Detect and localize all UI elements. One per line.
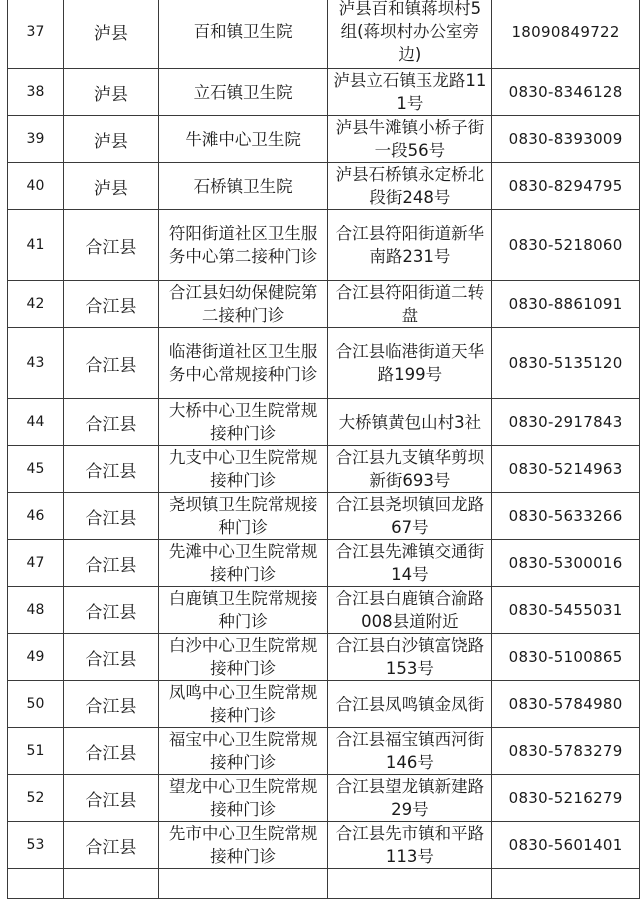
clinic-name-cell: 望龙中心卫生院常规接种门诊 — [158, 775, 328, 822]
table-row — [8, 399, 640, 446]
address-cell: 泸县石桥镇永定桥北段街248号 — [328, 163, 492, 210]
county-cell: 泸县 — [63, 163, 158, 210]
address-cell: 大桥镇黄包山村3社 — [328, 399, 492, 446]
row-number: 46 — [8, 493, 64, 540]
row-number: 51 — [8, 728, 64, 775]
phone-cell: 0830-5135120 — [492, 328, 640, 399]
table-row — [8, 587, 640, 634]
clinic-table — [7, 0, 640, 899]
county-cell: 合江县 — [63, 681, 158, 728]
clinic-name-cell: 白沙中心卫生院常规接种门诊 — [158, 634, 328, 681]
clinic-name-cell: 立石镇卫生院 — [158, 69, 328, 116]
clinic-name-cell: 先滩中心卫生院常规接种门诊 — [158, 540, 328, 587]
row-number: 47 — [8, 540, 64, 587]
county-cell: 泸县 — [63, 116, 158, 163]
address-cell: 泸县立石镇玉龙路111号 — [328, 69, 492, 116]
row-number — [8, 869, 64, 899]
address-cell: 合江县望龙镇新建路29号 — [328, 775, 492, 822]
county-cell: 合江县 — [63, 281, 158, 328]
clinic-name-cell: 符阳街道社区卫生服务中心第二接种门诊 — [158, 210, 328, 281]
clinic-name-cell: 凤鸣中心卫生院常规接种门诊 — [158, 681, 328, 728]
county-cell: 合江县 — [63, 587, 158, 634]
phone-cell: 0830-8861091 — [492, 281, 640, 328]
phone-cell: 0830-5214963 — [492, 446, 640, 493]
address-cell: 合江县白鹿镇合渝路008县道附近 — [328, 587, 492, 634]
table-row — [8, 69, 640, 116]
table-row — [8, 446, 640, 493]
table-row — [8, 775, 640, 822]
table-row — [8, 328, 640, 399]
address-cell: 合江县凤鸣镇金凤街 — [328, 681, 492, 728]
table-row — [8, 869, 640, 899]
row-number: 38 — [8, 69, 64, 116]
county-cell: 合江县 — [63, 210, 158, 281]
row-number: 50 — [8, 681, 64, 728]
county-cell: 泸县 — [63, 69, 158, 116]
county-cell: 合江县 — [63, 540, 158, 587]
address-cell: 合江县符阳街道新华南路231号 — [328, 210, 492, 281]
clinic-name-cell: 百和镇卫生院 — [158, 0, 328, 69]
row-number: 42 — [8, 281, 64, 328]
county-cell: 合江县 — [63, 775, 158, 822]
address-cell: 合江县先滩镇交通街14号 — [328, 540, 492, 587]
address-cell: 泸县牛滩镇小桥子街一段56号 — [328, 116, 492, 163]
clinic-name-cell: 临港街道社区卫生服务中心常规接种门诊 — [158, 328, 328, 399]
phone-cell: 0830-8346128 — [492, 69, 640, 116]
phone-cell: 0830-5601401 — [492, 822, 640, 869]
clinic-name-cell: 先市中心卫生院常规接种门诊 — [158, 822, 328, 869]
address-cell: 合江县白沙镇富饶路153号 — [328, 634, 492, 681]
phone-cell: 18090849722 — [492, 0, 640, 69]
county-cell: 合江县 — [63, 446, 158, 493]
table-row — [8, 116, 640, 163]
county-cell: 合江县 — [63, 328, 158, 399]
row-number: 49 — [8, 634, 64, 681]
phone-cell — [492, 869, 640, 899]
address-cell: 合江县临港街道天华路199号 — [328, 328, 492, 399]
phone-cell: 0830-5633266 — [492, 493, 640, 540]
table-row — [8, 681, 640, 728]
county-cell: 合江县 — [63, 399, 158, 446]
clinic-name-cell: 牛滩中心卫生院 — [158, 116, 328, 163]
phone-cell: 0830-5783279 — [492, 728, 640, 775]
table-row — [8, 634, 640, 681]
clinic-name-cell: 尧坝镇卫生院常规接种门诊 — [158, 493, 328, 540]
phone-cell: 0830-5218060 — [492, 210, 640, 281]
phone-cell: 0830-5300016 — [492, 540, 640, 587]
phone-cell: 0830-5455031 — [492, 587, 640, 634]
clinic-table-body — [8, 0, 640, 899]
address-cell: 合江县九支镇华剪坝新街693号 — [328, 446, 492, 493]
address-cell: 合江县先市镇和平路113号 — [328, 822, 492, 869]
table-row — [8, 728, 640, 775]
phone-cell: 0830-5216279 — [492, 775, 640, 822]
table-row — [8, 540, 640, 587]
phone-cell: 0830-2917843 — [492, 399, 640, 446]
clinic-name-cell: 大桥中心卫生院常规接种门诊 — [158, 399, 328, 446]
row-number: 39 — [8, 116, 64, 163]
row-number: 45 — [8, 446, 64, 493]
clinic-name-cell: 白鹿镇卫生院常规接种门诊 — [158, 587, 328, 634]
row-number: 44 — [8, 399, 64, 446]
county-cell: 合江县 — [63, 493, 158, 540]
phone-cell: 0830-8393009 — [492, 116, 640, 163]
row-number: 48 — [8, 587, 64, 634]
table-row — [8, 493, 640, 540]
clinic-name-cell: 合江县妇幼保健院第二接种门诊 — [158, 281, 328, 328]
county-cell — [63, 869, 158, 899]
clinic-name-cell: 石桥镇卫生院 — [158, 163, 328, 210]
clinic-name-cell: 福宝中心卫生院常规接种门诊 — [158, 728, 328, 775]
county-cell: 合江县 — [63, 634, 158, 681]
address-cell: 合江县福宝镇西河街146号 — [328, 728, 492, 775]
table-row — [8, 210, 640, 281]
row-number: 41 — [8, 210, 64, 281]
address-cell: 合江县尧坝镇回龙路67号 — [328, 493, 492, 540]
phone-cell: 0830-8294795 — [492, 163, 640, 210]
row-number: 37 — [8, 0, 64, 69]
address-cell: 泸县百和镇蒋坝村5组(蒋坝村办公室旁边) — [328, 0, 492, 69]
table-row — [8, 0, 640, 69]
table-row — [8, 281, 640, 328]
table-row — [8, 163, 640, 210]
phone-cell: 0830-5100865 — [492, 634, 640, 681]
table-row — [8, 822, 640, 869]
county-cell: 合江县 — [63, 822, 158, 869]
address-cell — [328, 869, 492, 899]
clinic-name-cell — [158, 869, 328, 899]
row-number: 53 — [8, 822, 64, 869]
row-number: 52 — [8, 775, 64, 822]
county-cell: 合江县 — [63, 728, 158, 775]
phone-cell: 0830-5784980 — [492, 681, 640, 728]
county-cell: 泸县 — [63, 0, 158, 69]
row-number: 40 — [8, 163, 64, 210]
clinic-name-cell: 九支中心卫生院常规接种门诊 — [158, 446, 328, 493]
address-cell: 合江县符阳街道二转盘 — [328, 281, 492, 328]
row-number: 43 — [8, 328, 64, 399]
